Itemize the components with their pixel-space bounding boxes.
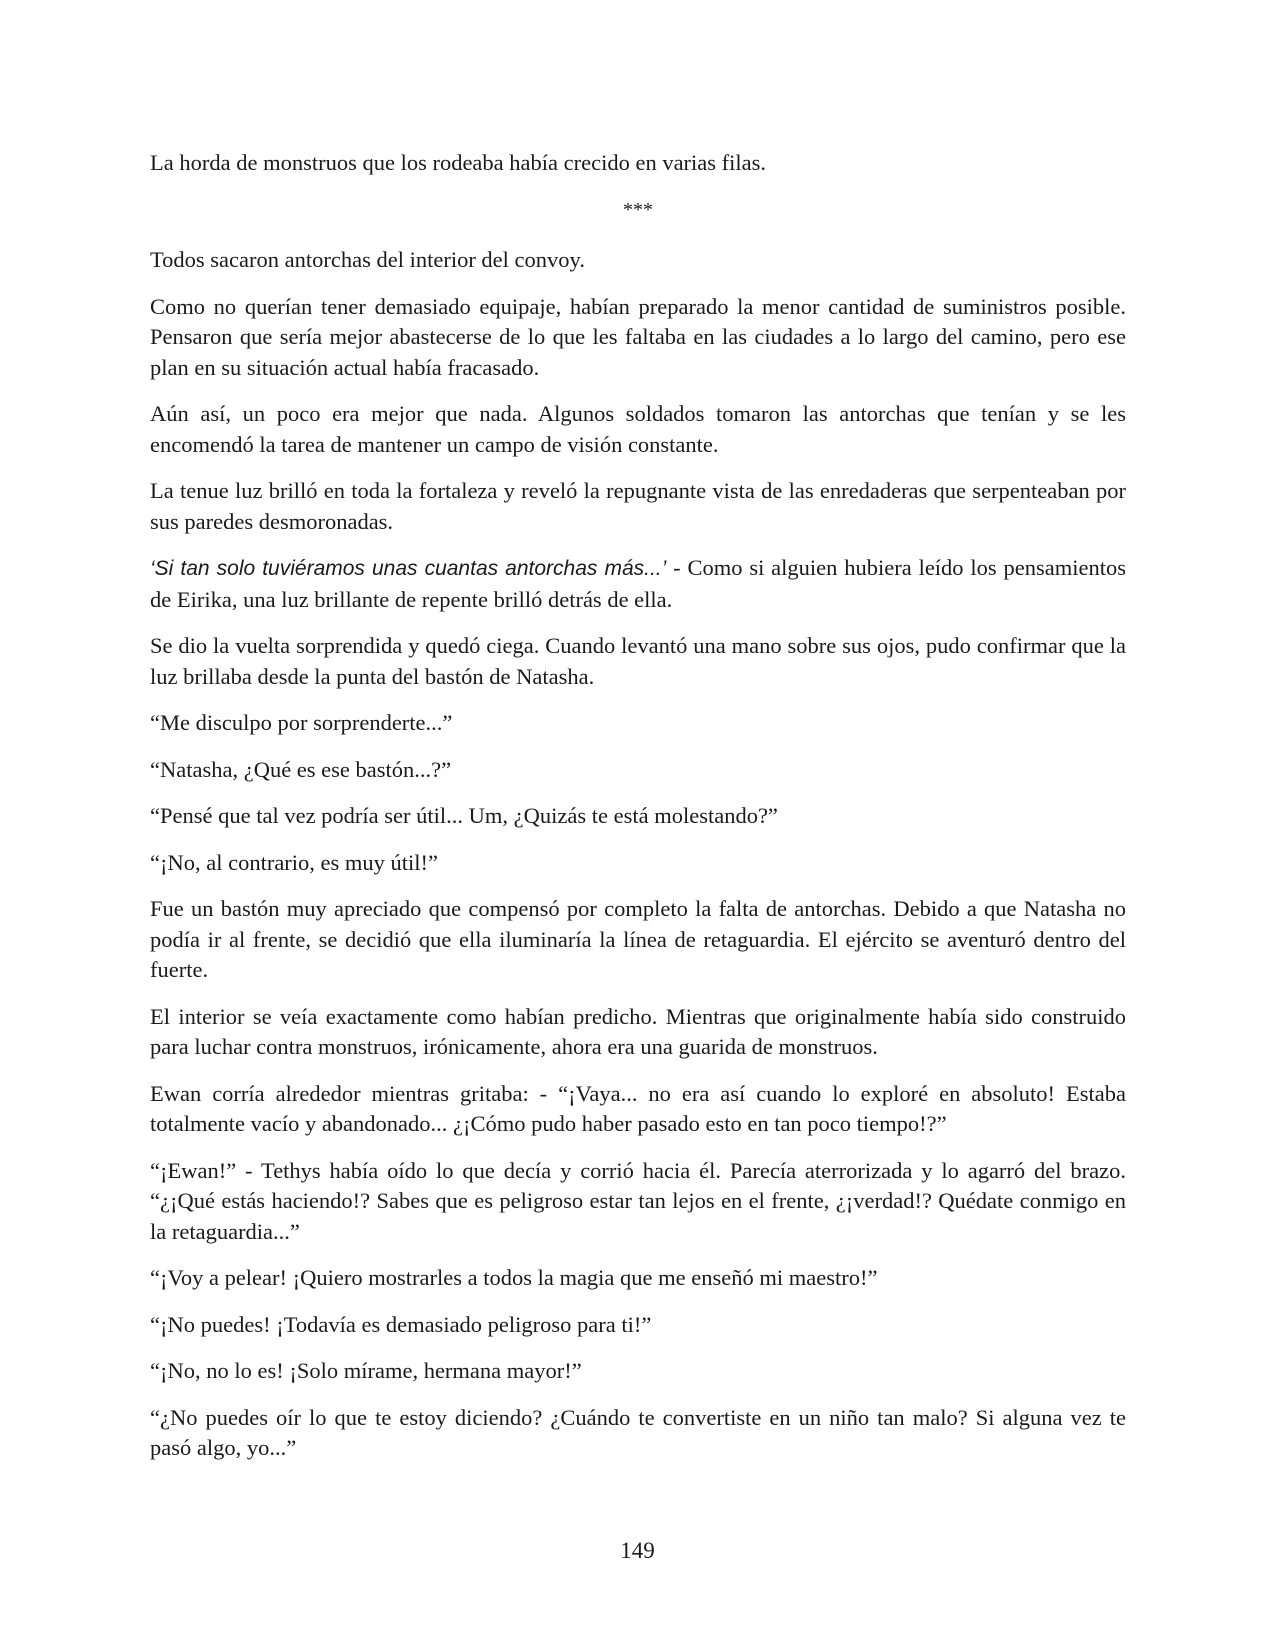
inner-thought: ‘Si tan solo tuviéramos unas cuantas antorchas más...’ xyxy=(150,557,667,580)
paragraph: Ewan corría alrededor mientras gritaba: - “¡Vaya... no era así cuando lo exploré en absoluto! Estaba totalmente vacío y abandonado... ¿¡Cómo pudo haber pasado esto en tan poco tiempo!?” xyxy=(150,1080,1126,1136)
paragraph: “¡Ewan!” - Tethys había oído lo que decía y corrió hacia él. Parecía aterrorizada y lo agarró del brazo. “¿¡Qué estás haciendo!? Sabes que es peligroso estar tan lejos en el frente, ¿¡verdad!? Quédate conmigo en la retaguardia...” xyxy=(150,1157,1126,1244)
paragraph-text: - Como si alguien hubiera leído los pensamientos de Eirika, una luz brillante de repente brilló detrás de ella. xyxy=(150,555,1126,612)
paragraph: Todos sacaron antorchas del interior del convoy. xyxy=(150,247,585,272)
paragraph: Como no querían tener demasiado equipaje, habían preparado la menor cantidad de suministros posible. Pensaron que sería mejor abastecerse de lo que les faltaba en las ciudades a lo largo del camino, pero ese plan en su situación actual había fracasado. xyxy=(150,293,1126,380)
dialogue-line: “¿No puedes oír lo que te estoy diciendo? ¿Cuándo te convertiste en un niño tan malo? Si alguna vez te pasó algo, yo...” xyxy=(150,1404,1126,1460)
paragraph xyxy=(150,553,1126,615)
dialogue-line: “¡No puedes! ¡Todavía es demasiado peligroso para ti!” xyxy=(150,1311,652,1337)
dialogue-line: “¡Voy a pelear! ¡Quiero mostrarles a todos la magia que me enseñó mi maestro!” xyxy=(150,1265,878,1290)
dialogue-line: “¡No, al contrario, es muy útil!” xyxy=(150,849,439,875)
paragraph: El interior se veía exactamente como habían predicho. Mientras que originalmente había sido construido para luchar contra monstruos, irónicamente, ahora era una guarida de monstruos. xyxy=(150,1003,1126,1059)
paragraph: La horda de monstruos que los rodeaba había crecido en varias filas. xyxy=(150,150,767,175)
dialogue-line: “¡No, no lo es! ¡Solo mírame, hermana mayor!” xyxy=(150,1358,582,1383)
paragraph: Fue un bastón muy apreciado que compensó por completo la falta de antorchas. Debido a que Natasha no podía ir al frente, se decidió que ella iluminaría la línea de retaguardia. El ejército se aventuró dentro del fuerte. xyxy=(150,896,1126,982)
paragraph: Aún así, un poco era mejor que nada. Algunos soldados tomaron las antorchas que tenían y se les encomendó la tarea de mantener un campo de visión constante. xyxy=(150,401,1126,457)
dialogue-line: “Pensé que tal vez podría ser útil... Um, ¿Quizás te está molestando?” xyxy=(150,803,778,828)
page-body xyxy=(150,148,1126,1480)
dialogue-line: “Me disculpo por sorprenderte...” xyxy=(150,710,453,735)
paragraph: La tenue luz brilló en toda la fortaleza y reveló la repugnante vista de las enredaderas que serpenteaban por sus paredes desmoronadas. xyxy=(150,478,1126,534)
dialogue-line: “Natasha, ¿Qué es ese bastón...?” xyxy=(150,756,452,782)
paragraph: Se dio la vuelta sorprendida y quedó ciega. Cuando levantó una mano sobre sus ojos, pudo confirmar que la luz brillaba desde la punta del bastón de Natasha. xyxy=(150,633,1126,689)
scene-separator: *** xyxy=(623,198,653,221)
page-number: 149 xyxy=(620,1538,655,1563)
